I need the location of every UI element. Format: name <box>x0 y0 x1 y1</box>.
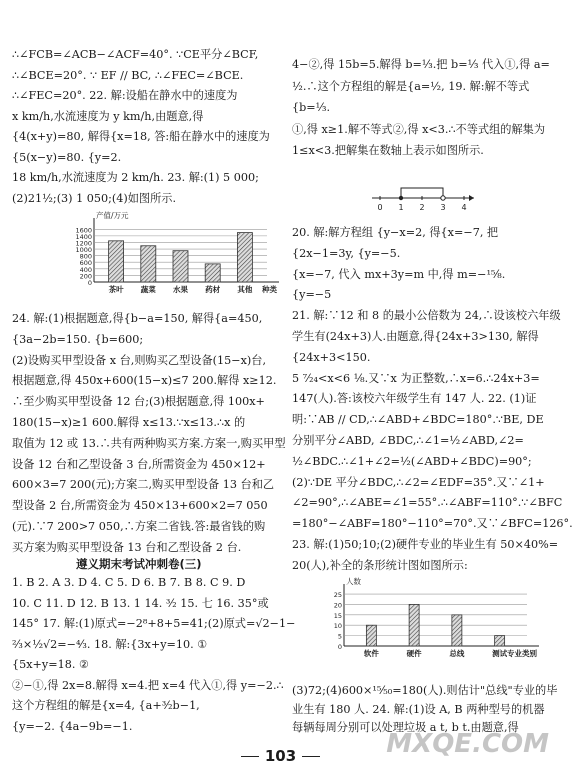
text-line: 根据题意,得 450x+600(15−x)≤7 200.解得 x≥12. <box>12 374 277 388</box>
graduates-bar <box>409 604 419 646</box>
y-axis-label: 产值/万元 <box>96 211 129 220</box>
text-line: {x=−7, 代入 mx+3y=m 中,得 m=−¹⁵⁄₈. <box>292 267 506 281</box>
y-tick-label: 1000 <box>75 246 92 255</box>
number-line-solution-set <box>370 180 480 214</box>
y-tick-label: 800 <box>79 252 92 261</box>
text-line: 145° 17. 解:(1)原式=−2⁸+8+5=41;(2)原式=√2−1− <box>12 617 296 630</box>
y-tick-label: 600 <box>79 259 92 268</box>
text-line: 1≤x<3.把解集在数轴上表示如图所示. <box>292 144 484 157</box>
production-bar <box>237 233 252 282</box>
text-line: 18 km/h,水流速度为 2 km/h. 23. 解:(1) 5 000; <box>12 171 259 184</box>
closed-endpoint <box>399 196 403 200</box>
text-line: ∴∠BCE=20°. ∵ EF // BC, ∴∠FEC=∠BCE. <box>12 68 244 82</box>
text-line: ②−①,得 2x=8.解得 x=4.把 x=4 代入①,得 y=−2.∴ <box>12 678 284 692</box>
x-tick-label: 硬件 <box>406 649 422 658</box>
text-line: 180(15−x)≥1 600.解得 x≤13.∵x≤13.∴x 的 <box>12 416 246 429</box>
bar-chart-graduates-by-major <box>318 577 543 662</box>
text-line: ²⁄₃×½√2=−⁴⁄₃. 18. 解:{3x+y=10. ① <box>12 637 208 651</box>
text-line: {5(x−y)=80. {y=2. <box>12 150 122 164</box>
x-tick-label: 茶叶 <box>108 285 124 294</box>
production-bar <box>205 264 220 282</box>
text-line: ½.∴这个方程组的解是{a=½, 19. 解:解不等式 <box>292 79 530 93</box>
x-axis-label: 种类 <box>262 285 277 294</box>
bar-chart-production-value <box>72 211 282 298</box>
number-line-label: 3 <box>440 203 446 212</box>
watermark-logo: MXQE.COM <box>386 729 549 759</box>
text-line: 明:∵AB // CD,∴∠ABD+∠BDC=180°.∵BE, DE <box>292 413 544 427</box>
x-tick-label: 水果 <box>173 285 188 294</box>
x-tick-label: 测试 <box>492 649 508 658</box>
x-axis-label: 专业类别 <box>507 649 537 658</box>
y-axis-label: 人数 <box>346 577 361 586</box>
text-line: 20(人),补全的条形统计图如图所示: <box>292 558 468 572</box>
text-line: 21. 解:∵12 和 8 的最小公倍数为 24,∴设该校六年级 <box>292 309 561 323</box>
text-line: 10. C 11. D 12. B 13. 1 14. ³⁄₂ 15. 七 16. 35°或 <box>12 596 269 610</box>
y-tick-label: 200 <box>79 272 92 281</box>
arrow-icon <box>469 195 474 201</box>
open-endpoint <box>441 196 445 200</box>
y-tick-label: 10 <box>333 622 342 631</box>
y-tick-label: 0 <box>337 643 342 651</box>
y-tick-label: 25 <box>333 591 342 600</box>
text-line: 20. 解:解方程组 {y−x=2, 得{x=−7, 把 <box>292 226 499 239</box>
text-line: 取值为 12 或 13.∴共有两种购买方案.方案一,购买甲型 <box>12 436 286 450</box>
y-tick-label: 1200 <box>75 239 92 248</box>
y-tick-label: 1400 <box>75 232 92 241</box>
graduates-bar <box>452 615 462 646</box>
number-line-label: 1 <box>398 203 404 212</box>
y-tick-label: 20 <box>333 601 342 610</box>
text-line: 5 ⁷⁄₂₄<x<6 ⅛.又∵x 为正整数,∴x=6.∴24x+3= <box>292 371 540 385</box>
text-line: 业生有 180 人. 24. 解:(1)设 A, B 两种型号的机器 <box>292 702 545 716</box>
section-title: 遵义期末考试冲刺卷(三) <box>76 557 202 571</box>
x-tick-label: 软件 <box>363 649 379 658</box>
text-line: (3)72;(4)600×¹⁵⁄₅₀=180(人).则估计"总线"专业的毕 <box>292 684 558 697</box>
text-line: (2)∵DE 平分∠BDC,∴∠2=∠EDF=35°.又∵∠1+ <box>292 475 545 489</box>
text-line: (元).∵7 200>7 050,∴方案二省钱.答:最省钱的购 <box>12 520 266 533</box>
text-line: ∴至少购买甲型设备 12 台;(3)根据题意,得 100x+ <box>12 395 265 409</box>
production-bar <box>173 251 188 282</box>
text-line: x km/h,水流速度为 y km/h,由题意,得 <box>12 109 204 123</box>
y-tick-label: 0 <box>87 279 92 287</box>
page-number: 103 <box>264 747 297 765</box>
text-line: 4−②,得 15b=5.解得 b=⅓.把 b=⅓ 代入①,得 a= <box>292 58 550 71</box>
graduates-bar <box>366 625 376 646</box>
text-line: {b=⅓. <box>292 101 331 114</box>
text-line: 1. B 2. A 3. D 4. C 5. D 6. B 7. B 8. C 9. D <box>12 576 246 589</box>
x-tick-label: 蔬菜 <box>140 285 156 294</box>
text-line: {3a−2b=150. {b=600; <box>12 332 144 346</box>
text-line: 每辆每周分别可以处理垃圾 a t, b t.由题意,得 <box>292 721 519 734</box>
text-line: ∴∠FCB=∠ACB−∠ACF=40°. ∵CE平分∠BCF, <box>12 48 259 61</box>
text-line: 147(人).答:该校六年级学生有 147 人. 22. (1)证 <box>292 392 537 406</box>
y-tick-label: 1600 <box>75 226 92 235</box>
text-line: 买方案为购买甲型设备 13 台和乙型设备 2 台. <box>12 540 242 554</box>
number-line-label: 4 <box>461 203 467 212</box>
production-bar <box>109 241 124 282</box>
text-line: 设备 12 台和乙型设备 3 台,所需资金为 450×12+ <box>12 457 266 471</box>
text-line: 23. 解:(1)50;10;(2)硬件专业的毕业生有 50×40%= <box>292 538 559 551</box>
x-tick-label: 药材 <box>205 285 221 294</box>
text-line: (2)设购买甲型设备 x 台,则购买乙型设备(15−x)台, <box>12 353 267 367</box>
graduates-bar <box>495 636 505 646</box>
y-tick-label: 15 <box>333 611 342 620</box>
text-line: {24x+3<150. <box>292 350 371 364</box>
text-line: {4(x+y)=80, 解得{x=18, 答:船在静水中的速度为 <box>12 130 270 143</box>
text-line: ∴∠FEC=20°. 22. 解:设船在静水中的速度为 <box>12 89 238 102</box>
x-tick-label: 总线 <box>449 649 465 658</box>
text-line: {y=−2. {4a−9b=−1. <box>12 719 133 733</box>
text-line: {5x+y=18. ② <box>12 658 89 671</box>
text-line: {y=−5 <box>292 288 332 302</box>
number-line-label: 2 <box>419 203 425 212</box>
text-line: ①,得 x≥1.解不等式②,得 x<3.∴不等式组的解集为 <box>292 122 546 136</box>
text-line: 24. 解:(1)根据题意,得{b−a=150, 解得{a=450, <box>12 312 263 325</box>
text-line: 学生有(24x+3)人.由题意,得{24x+3>130, 解得 <box>292 330 539 343</box>
text-line: 分别平分∠ABD, ∠BDC,∴∠1=½∠ABD,∠2= <box>292 434 524 447</box>
y-tick-label: 5 <box>337 632 342 641</box>
y-tick-label: 400 <box>79 265 92 274</box>
text-line: 型设备 2 台,所需资金为 450×13+600×2=7 050 <box>12 499 268 513</box>
text-line: {2x−1=3y, {y=−5. <box>292 246 401 260</box>
text-line: 600×3=7 200(元);方案二,购买甲型设备 13 台和乙 <box>12 478 275 492</box>
text-line: ½∠BDC.∴∠1+∠2=½(∠ABD+∠BDC)=90°; <box>292 454 532 468</box>
text-line: ∠2=90°,∴∠ABE=∠1=55°.∴∠ABF=110°.∵∠BFC <box>292 496 563 510</box>
text-line: 这个方程组的解是{x=4, {a+³⁄₂b−1, <box>12 699 200 712</box>
production-bar <box>141 246 156 282</box>
text-line: =180°−∠ABF=180°−110°=70°.又∵∠BFC=126°. <box>292 517 573 531</box>
x-tick-label: 其他 <box>237 285 253 294</box>
number-line-label: 0 <box>377 203 383 212</box>
text-line: (2)21½;(3) 1 050;(4)如图所示. <box>12 191 177 205</box>
